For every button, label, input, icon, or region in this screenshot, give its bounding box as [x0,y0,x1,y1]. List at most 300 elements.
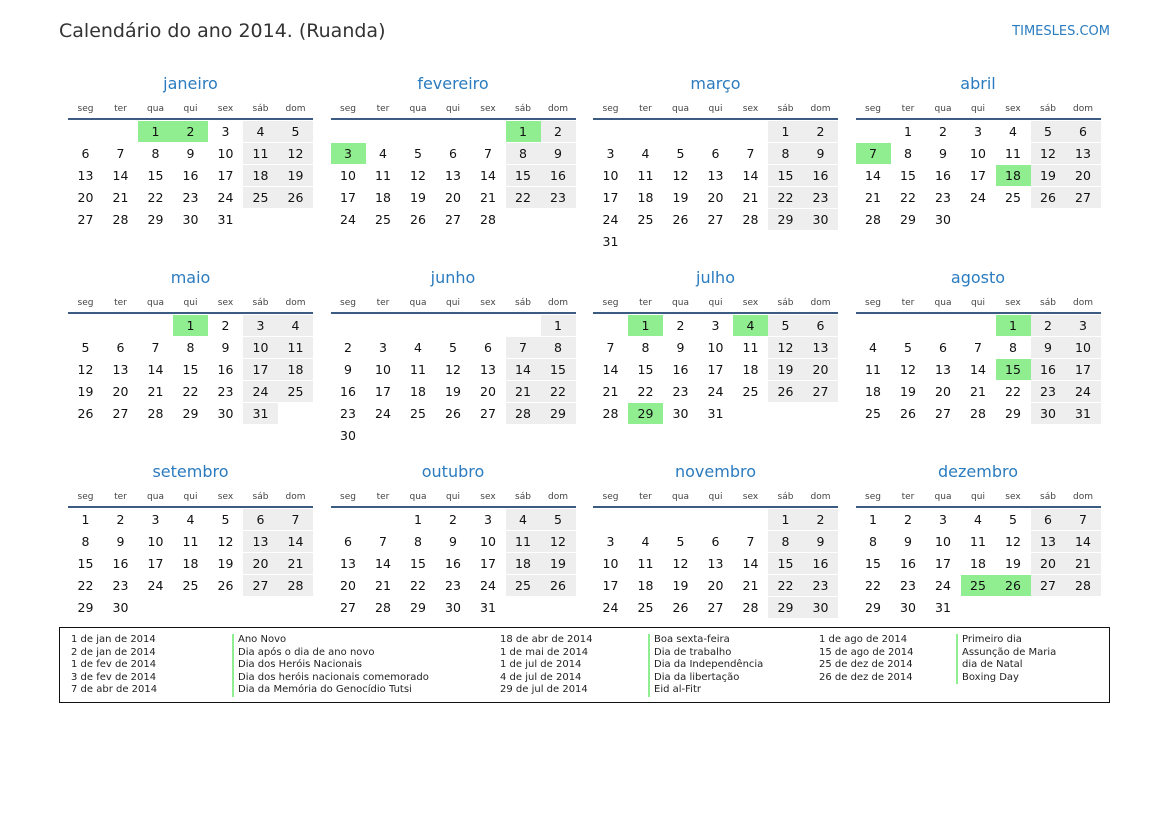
day-cell: 2 [939,124,947,139]
month-name: maio [170,268,211,287]
day-cell: 8 [506,143,541,164]
weekday-header: ter [639,492,652,502]
day-cell: 16 [217,362,234,377]
day-cell: 4 [641,534,650,549]
day-cell: 7 [484,146,492,161]
weekday-header: qua [147,492,164,502]
day-cell: 16 [340,384,356,399]
month-rule [856,506,1101,508]
day-cell: 12 [77,362,94,377]
day-cell: 16 [445,556,461,571]
day-cell: 27 [340,600,356,615]
day-cell: 29 [768,209,803,230]
weekday-header: sáb [777,492,794,502]
day-cell: 23 [1031,381,1066,402]
day-cell: 27 [707,600,724,615]
weekday-header: qui [971,298,985,308]
day-cell: 7 [746,146,755,161]
month-rule [331,312,576,314]
weekday-header: seg [77,104,94,114]
weekday-header: qua [409,492,427,502]
day-cell: 1 [414,512,422,527]
day-cell: 10 [1066,337,1101,358]
day-cell: 30 [803,597,838,618]
day-cell: 27 [445,212,461,227]
day-cell: 28 [278,575,313,596]
day-cell: 20 [803,359,838,380]
day-cell: 26 [672,600,689,615]
day-cell: 31 [480,600,496,615]
day-cell: 15 [768,165,803,186]
day-cell: 25 [1005,190,1021,205]
month-rule [593,118,838,120]
month-rule [68,118,313,120]
weekday-header: seg [77,492,94,502]
day-cell: 9 [344,362,352,377]
day-cell: 21 [970,384,986,399]
day-cell: 28 [375,600,391,615]
legend-holiday-name: Dia da Independência [648,659,763,672]
day-cell: 8 [186,340,195,355]
day-cell: 24 [340,212,356,227]
legend-holiday-name: Dia após o dia de ano novo [232,647,374,660]
weekday-header: dom [548,298,568,308]
day-cell: 29 [1005,406,1021,421]
day-cell: 16 [541,165,576,186]
day-cell: 17 [602,190,619,205]
legend-date: 26 de dez de 2014 [819,671,913,683]
day-cell: 15 [410,556,426,571]
day-cell: 25 [243,187,278,208]
day-cell: 28 [865,212,881,227]
day-cell: 19 [672,190,689,205]
month-setembro [68,462,313,637]
weekday-header: ter [901,492,915,502]
month-maio [68,268,313,443]
day-cell: 18 [182,556,199,571]
month-julho [593,268,838,443]
day-cell: 25 [865,406,881,421]
day-cell: 3 [606,146,615,161]
day-cell: 7 [606,340,615,355]
day-cell: 30 [935,212,951,227]
month-fevereiro [331,74,576,249]
legend-holiday-name: Eid al-Fitr [648,684,701,697]
weekday-header: qui [183,104,198,114]
day-cell: 8 [414,534,422,549]
weekday-header: ter [376,492,390,502]
day-cell: 6 [711,534,720,549]
day-cell: 17 [602,578,619,593]
day-cell: 27 [1031,575,1066,596]
day-cell: 28 [1066,575,1101,596]
weekday-header: sex [217,298,234,308]
day-cell: 15 [865,556,881,571]
day-cell: 19 [278,165,313,186]
day-cell: 19 [1005,556,1021,571]
day-cell: 30 [112,600,129,615]
day-cell: 14 [278,531,313,552]
day-cell: 15 [77,556,94,571]
day-cell: 5 [81,340,90,355]
day-cell: 4 [379,146,387,161]
weekday-header: qui [708,492,723,502]
day-cell: 9 [803,531,838,552]
month-name: dezembro [938,462,1018,481]
day-cell: 5 [278,121,313,142]
day-cell: 29 [77,600,94,615]
day-cell: 20 [707,578,724,593]
weekday-header: sex [217,492,234,502]
day-cell: 5 [904,340,912,355]
day-cell: 7 [746,534,755,549]
day-cell: 9 [939,146,947,161]
weekday-header: sáb [1040,492,1056,502]
day-cell: 24 [480,578,496,593]
day-cell: 13 [480,362,496,377]
month-name: agosto [950,268,1006,287]
day-cell: 12 [445,362,461,377]
day-cell: 20 [340,578,356,593]
day-cell: 24 [217,190,234,205]
weekday-header: dom [1073,298,1093,308]
weekday-header: dom [285,492,306,502]
day-cell: 21 [480,190,496,205]
day-cell: 30 [672,406,689,421]
day-cell: 3 [974,124,982,139]
day-cell: 29 [900,212,916,227]
day-cell: 15 [147,168,164,183]
day-cell: 24 [147,578,164,593]
day-cell: 26 [768,381,803,402]
day-cell: 6 [81,146,90,161]
day-cell: 9 [541,143,576,164]
legend-holiday-name: dia de Natal [956,659,1023,672]
day-cell: 13 [112,362,129,377]
weekday-header: dom [548,104,568,114]
day-cell: 24 [707,384,724,399]
day-cell: 11 [278,337,313,358]
holiday-day-cell: 26 [996,575,1031,596]
day-cell: 21 [742,578,759,593]
legend-date: 29 de jul de 2014 [500,684,588,695]
day-cell: 20 [935,384,951,399]
day-cell: 19 [541,553,576,574]
day-cell: 19 [77,384,94,399]
weekday-header: sáb [252,104,269,114]
day-cell: 17 [707,362,724,377]
day-cell: 5 [1031,121,1066,142]
day-cell: 19 [672,578,689,593]
day-cell: 2 [449,512,457,527]
day-cell: 25 [278,381,313,402]
day-cell: 5 [449,340,457,355]
holiday-day-cell: 1 [506,121,541,142]
day-cell: 29 [410,600,426,615]
legend-date: 4 de jul de 2014 [500,671,582,683]
weekday-header: qui [183,298,198,308]
month-rule [593,312,838,314]
legend-date: 1 de ago de 2014 [819,634,908,645]
day-cell: 21 [506,381,541,402]
day-cell: 28 [742,212,759,227]
day-cell: 14 [742,168,759,183]
day-cell: 8 [869,534,877,549]
weekday-header: seg [340,492,356,502]
day-cell: 28 [602,406,619,421]
day-cell: 26 [900,406,916,421]
month-rule [856,118,1101,120]
day-cell: 22 [768,575,803,596]
weekday-header: seg [340,298,356,308]
legend-holiday-name: Boxing Day [956,672,1019,685]
day-cell: 3 [606,534,615,549]
day-cell: 23 [182,190,199,205]
day-cell: 9 [1031,337,1066,358]
day-cell: 23 [340,406,356,421]
day-cell: 29 [147,212,164,227]
day-cell: 13 [935,362,951,377]
month-dezembro [856,462,1101,637]
day-cell: 14 [865,168,881,183]
weekday-header: sáb [515,104,531,114]
holiday-day-cell: 29 [628,403,663,424]
weekday-header: ter [901,298,915,308]
day-cell: 26 [672,212,689,227]
day-cell: 4 [278,315,313,336]
day-cell: 6 [803,315,838,336]
day-cell: 3 [379,340,387,355]
weekday-header: sáb [515,492,531,502]
legend-date: 1 de jul de 2014 [500,659,582,670]
day-cell: 1 [904,124,912,139]
day-cell: 6 [344,534,352,549]
month-rule [68,312,313,314]
weekday-header: seg [77,298,94,308]
weekday-header: seg [602,104,619,114]
weekday-header: sáb [252,298,269,308]
day-cell: 10 [602,168,619,183]
day-cell: 9 [904,534,912,549]
day-cell: 15 [182,362,199,377]
day-cell: 6 [116,340,125,355]
day-cell: 14 [112,168,129,183]
day-cell: 1 [541,315,576,336]
holiday-day-cell: 1 [996,315,1031,336]
day-cell: 20 [1031,553,1066,574]
weekday-header: sáb [1040,104,1056,114]
day-cell: 13 [1031,531,1066,552]
day-cell: 24 [935,578,951,593]
calendar-grid [68,74,1108,615]
month-name: setembro [152,462,229,481]
day-cell: 24 [970,190,986,205]
day-cell: 9 [116,534,125,549]
weekday-header: qui [708,104,723,114]
day-cell: 19 [217,556,234,571]
day-cell: 1 [81,512,90,527]
day-cell: 23 [112,578,129,593]
weekday-header: qua [409,104,427,114]
day-cell: 7 [278,509,313,530]
day-cell: 3 [484,512,492,527]
day-cell: 26 [541,575,576,596]
day-cell: 13 [1066,143,1101,164]
holiday-day-cell: 15 [996,359,1031,380]
legend-holiday-name: Boa sexta-feira [648,634,730,647]
day-cell: 18 [506,553,541,574]
day-cell: 18 [865,384,881,399]
day-cell: 19 [410,190,426,205]
day-cell: 9 [221,340,230,355]
weekday-header: sáb [777,298,794,308]
day-cell: 21 [1066,553,1101,574]
weekday-header: qua [409,298,427,308]
day-cell: 22 [900,190,916,205]
day-cell: 31 [707,406,724,421]
holiday-day-cell: 18 [996,165,1031,186]
day-cell: 8 [151,146,160,161]
day-cell: 1 [768,121,803,142]
day-cell: 21 [602,384,619,399]
weekday-header: ter [639,298,652,308]
day-cell: 21 [742,190,759,205]
weekday-header: ter [376,298,390,308]
month-name: fevereiro [417,74,489,93]
day-cell: 31 [935,600,951,615]
day-cell: 27 [77,212,94,227]
day-cell: 27 [243,575,278,596]
day-cell: 26 [278,187,313,208]
day-cell: 5 [1009,512,1017,527]
day-cell: 7 [116,146,125,161]
day-cell: 28 [112,212,129,227]
weekday-header: qua [672,492,689,502]
day-cell: 16 [1031,359,1066,380]
day-cell: 17 [935,556,951,571]
day-cell: 14 [506,359,541,380]
day-cell: 2 [116,512,125,527]
day-cell: 13 [340,556,356,571]
day-cell: 28 [480,212,496,227]
month-rule [331,118,576,120]
day-cell: 12 [672,556,689,571]
day-cell: 9 [186,146,195,161]
holiday-day-cell: 3 [331,143,366,164]
day-cell: 28 [506,403,541,424]
weekday-header: sex [742,298,759,308]
day-cell: 26 [1031,187,1066,208]
month-name: novembro [675,462,756,481]
day-cell: 3 [939,512,947,527]
day-cell: 29 [541,403,576,424]
weekday-header: sex [217,104,234,114]
day-cell: 13 [707,168,724,183]
day-cell: 16 [803,165,838,186]
day-cell: 17 [1066,359,1101,380]
day-cell: 21 [375,578,391,593]
day-cell: 6 [484,340,492,355]
site-link[interactable]: TIMESLES.COM [1012,24,1110,39]
day-cell: 6 [1066,121,1101,142]
day-cell: 14 [742,556,759,571]
weekday-header: ter [114,298,127,308]
day-cell: 28 [970,406,986,421]
day-cell: 7 [379,534,387,549]
day-cell: 14 [375,556,391,571]
day-cell: 10 [217,146,234,161]
day-cell: 30 [445,600,461,615]
day-cell: 31 [602,234,619,249]
weekday-header: dom [810,298,831,308]
day-cell: 20 [243,553,278,574]
day-cell: 22 [637,384,654,399]
day-cell: 17 [480,556,496,571]
day-cell: 13 [77,168,94,183]
legend-holiday-name: Dia da Memória do Genocídio Tutsi [232,684,412,697]
day-cell: 17 [243,359,278,380]
month-outubro [331,462,576,637]
weekday-header: ter [114,492,127,502]
day-cell: 21 [112,190,129,205]
day-cell: 5 [676,146,685,161]
weekday-header: sáb [777,104,794,114]
weekday-header: qua [934,104,952,114]
weekday-header: sex [1005,492,1021,502]
day-cell: 23 [803,187,838,208]
day-cell: 19 [900,384,916,399]
month-name: outubro [421,462,485,481]
day-cell: 10 [602,556,619,571]
day-cell: 7 [506,337,541,358]
legend-date: 18 de abr de 2014 [500,634,593,645]
day-cell: 22 [865,578,881,593]
day-cell: 22 [506,187,541,208]
day-cell: 9 [803,143,838,164]
month-janeiro [68,74,313,249]
day-cell: 17 [340,190,356,205]
weekday-header: qui [971,104,985,114]
day-cell: 10 [935,534,951,549]
day-cell: 14 [970,362,986,377]
day-cell: 27 [707,212,724,227]
day-cell: 18 [637,190,654,205]
day-cell: 12 [541,531,576,552]
day-cell: 11 [506,531,541,552]
weekday-header: dom [810,492,831,502]
day-cell: 25 [637,600,654,615]
day-cell: 20 [445,190,461,205]
legend-date: 2 de jan de 2014 [71,646,156,658]
day-cell: 4 [414,340,422,355]
day-cell: 30 [217,406,234,421]
month-rule [68,506,313,508]
day-cell: 15 [768,553,803,574]
day-cell: 2 [803,121,838,142]
day-cell: 27 [935,406,951,421]
holiday-day-cell: 2 [173,121,208,142]
legend-date: 1 de mai de 2014 [500,646,589,658]
day-cell: 25 [742,384,759,399]
day-cell: 22 [77,578,94,593]
day-cell: 14 [147,362,164,377]
day-cell: 25 [637,212,654,227]
holiday-day-cell: 1 [628,315,663,336]
day-cell: 8 [541,337,576,358]
day-cell: 15 [637,362,654,377]
day-cell: 27 [112,406,129,421]
day-cell: 11 [1005,146,1021,161]
